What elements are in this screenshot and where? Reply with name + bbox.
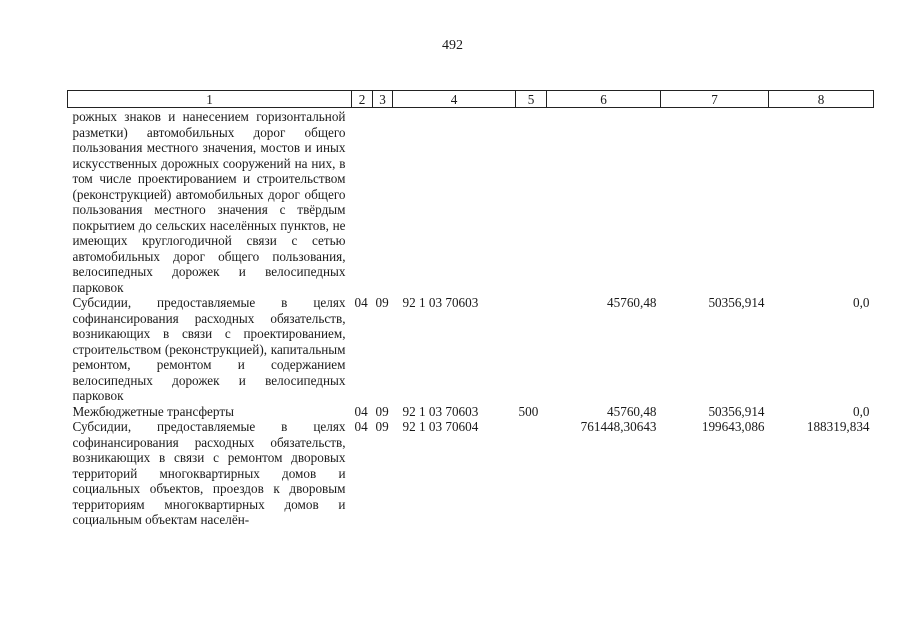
- row-name: Субсидии, предоставляемые в целях софинансирования расходных обязательств, возникающих в связи с ремонтом дворовых территорий многоквартирных домов и социальных объектов, проездов к дворовым территориям многоквартирных домов и социальным объектам населён-: [72, 419, 346, 527]
- cell-section: 04: [354, 419, 368, 434]
- cell-amount-1: 45760,48: [607, 295, 657, 310]
- cell-target-code: 92 1 03 70603: [402, 403, 479, 419]
- page-number: 492: [442, 38, 463, 53]
- cell-amount-1: 45760,48: [607, 403, 657, 419]
- cell-subsection: 09: [375, 295, 389, 310]
- cell-amount-3: [769, 108, 874, 296]
- cell-subsection: 09: [375, 419, 389, 434]
- budget-table: [67, 90, 874, 528]
- cell-subsection: [373, 108, 393, 296]
- cell-amount-1: 761448,30643: [580, 419, 657, 434]
- cell-amount-2: [661, 108, 769, 296]
- table-row: [68, 108, 874, 296]
- cell-amount-1: [547, 108, 661, 296]
- cell-expense-type: [516, 295, 547, 404]
- column-header: 2: [352, 91, 373, 108]
- table-row: [68, 295, 874, 404]
- cell-amount-3: 0,0: [853, 295, 870, 310]
- column-header: 6: [547, 91, 661, 108]
- column-header: 1: [68, 91, 352, 108]
- cell-subsection: 09: [375, 403, 389, 419]
- row-name: Межбюджетные трансферты: [72, 403, 234, 419]
- cell-target-code: 92 1 03 70604: [402, 419, 479, 434]
- column-header: 4: [393, 91, 516, 108]
- row-name: рожных знаков и нанесением горизонтальной разметки) автомобильных дорог общего пользования местного значения, мостов и иных искусственных дорожных сооружений на них, в том числе проектированием и строительством (реконструкцией) автомобильных дорог общего пользования местного значения с твёрдым покрытием до сельских населённых пунктов, не имеющих круглогодичной связи с сетью автомобильных дорог общего пользования, велосипедных дорожек и велосипедных парковок: [72, 109, 346, 295]
- cell-expense-type: [516, 419, 547, 528]
- row-name: Субсидии, предоставляемые в целях софинансирования расходных обязательств, возникающих в связи с проектированием, строительством (реконструкцией), капитальным ремонтом, ремонтом и содержанием велосипедных дорожек и велосипедных парковок: [72, 295, 346, 403]
- cell-amount-3: 188319,834: [806, 419, 870, 434]
- cell-expense-type: [516, 108, 547, 296]
- cell-target-code: [393, 108, 516, 296]
- cell-target-code: 92 1 03 70603: [402, 295, 479, 310]
- table-row: [68, 419, 874, 528]
- column-header: 7: [661, 91, 769, 108]
- cell-amount-2: 50356,914: [708, 295, 765, 310]
- cell-expense-type: 500: [518, 403, 539, 419]
- cell-section: [352, 108, 373, 296]
- table-header: [68, 91, 874, 108]
- table-row: [68, 404, 874, 420]
- cell-amount-2: 199643,086: [701, 419, 765, 434]
- cell-section: 04: [354, 403, 368, 419]
- column-header: 3: [373, 91, 393, 108]
- cell-amount-2: 50356,914: [708, 403, 765, 419]
- column-header: 8: [769, 91, 874, 108]
- cell-amount-3: 0,0: [853, 403, 870, 419]
- column-header: 5: [516, 91, 547, 108]
- cell-section: 04: [354, 295, 368, 310]
